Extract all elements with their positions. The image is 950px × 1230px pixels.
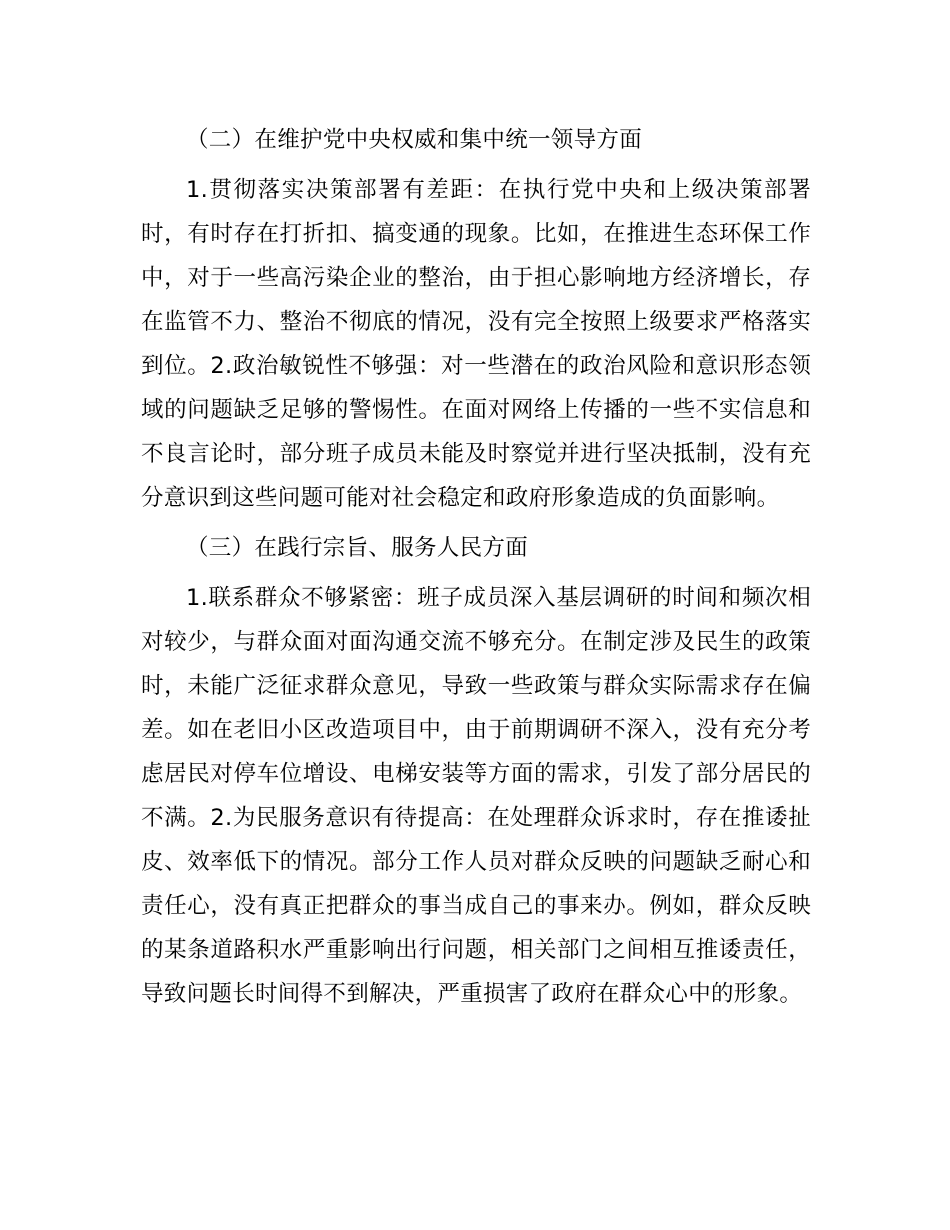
section-body-3: 1.联系群众不够紧密：班子成员深入基层调研的时间和频次相对较少，与群众面对面沟通交流不够充分。在制定涉及民生的政策时，未能广泛征求群众意见，导致一些政策与群众实际需求存在偏差。如在老旧小区改造项目中，由于前期调研不深入，没有充分考虑居民对停车位增设、电梯安装等方面的需求，引发了部分居民的不满。2.为民服务意识有待提高：在处理群众诉求时，存在推诿扯皮、效率低下的情况。部分工作人员对群众反映的问题缺乏耐心和责任心，没有真正把群众的事当成自己的事来办。例如，群众反映的某条道路积水严重影响出行问题，相关部门之间相互推诿责任，导致问题长时间得不到解决，严重损害了政府在群众心中的形象。	[141, 585, 811, 1007]
section-heading-2: （二）在维护党中央权威和集中统一领导方面	[186, 127, 643, 153]
document-page	[141, 118, 811, 1016]
section-heading-3: （三）在践行宗旨、服务人民方面	[186, 535, 529, 561]
section-body-2: 1.贯彻落实决策部署有差距：在执行党中央和上级决策部署时，有时存在打折扣、搞变通的现象。比如，在推进生态环保工作中，对于一些高污染企业的整治，由于担心影响地方经济增长，存在监管不力、整治不彻底的情况，没有完全按照上级要求严格落实到位。2.政治敏锐性不够强：对一些潜在的政治风险和意识形态领域的问题缺乏足够的警惕性。在面对网络上传播的一些不实信息和不良言论时，部分班子成员未能及时察觉并进行坚决抵制，没有充分意识到这些问题可能对社会稳定和政府形象造成的负面影响。	[141, 177, 811, 511]
